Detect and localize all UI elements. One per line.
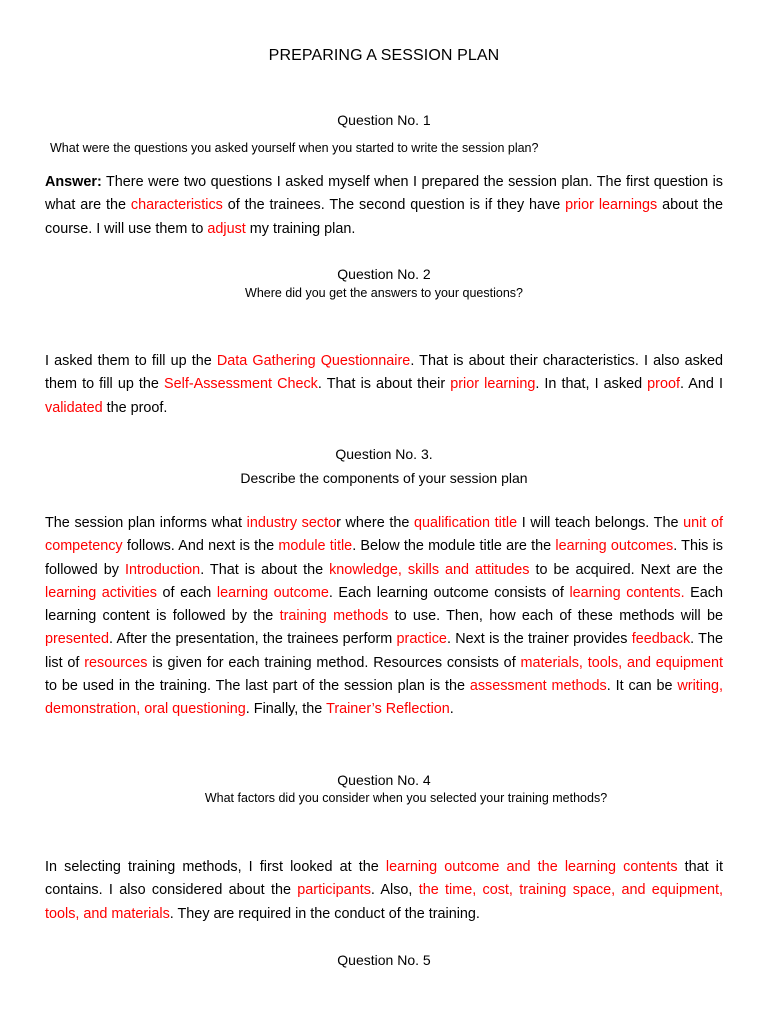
answer-text: about the course. I will use them to [45,197,724,237]
answer-text: . Also, [370,882,419,899]
answer-text: The session plan informs what [45,515,247,531]
answer-text: Each learning content is followed by the [45,584,723,625]
highlighted-term: the time, cost, training space, and equipment, tools, and materials [45,882,723,922]
answer-label: Answer: [45,174,102,190]
answer-text: . That is about their characteristics. I also asked them to fill up the [45,353,723,393]
highlighted-term: Introduction [124,561,201,578]
answer-text: . They are required in the conduct of the training. [169,905,480,922]
question-4-text: What factors did you consider when you selected your training methods? [204,791,608,805]
highlighted-term: qualification title [414,515,518,531]
answer-text: . That is about their [317,376,451,393]
answer-text: . [449,701,454,718]
highlighted-term: proof [647,376,680,393]
question-3-heading: Question No. 3. [335,446,433,462]
answer-2-paragraph [45,350,723,420]
question-1-heading: Question No. 1 [337,112,431,128]
highlighted-term: training methods [279,608,389,625]
highlighted-term: validated [45,399,103,416]
answer-3-paragraph [45,512,723,722]
answer-text: . This is followed by [45,538,723,578]
answer-text: to be acquired. Next are the [529,561,724,578]
highlighted-term: writing, demonstration, oral questioning [45,678,723,718]
answer-text: to be used in the training. The last part of the session plan is the [45,678,470,695]
highlighted-term: participants [297,882,371,899]
answer-text: my training plan. [245,220,356,237]
highlighted-term: prior learning [450,376,536,393]
question-1-text: What were the questions you asked yourself when you started to write the session plan? [50,141,539,155]
answer-text: that it contains. I also considered about the [45,859,723,899]
highlighted-term: industry secto [246,515,337,531]
answer-text: is given for each training method. Resources consists of [147,654,521,671]
answer-4-paragraph [45,856,723,926]
highlighted-term: materials, tools, and equipment [520,654,724,671]
highlighted-term: practice [396,631,447,648]
question-5-heading: Question No. 5 [337,952,431,968]
highlighted-term: learning contents. [569,584,685,601]
answer-text: . Finally, the [245,701,327,718]
answer-1-paragraph [45,171,723,241]
highlighted-term: Trainer’s Reflection [326,701,450,718]
highlighted-term: unit of competency [45,515,723,555]
highlighted-term: knowledge, skills and attitudes [329,561,530,578]
highlighted-term: assessment methods [469,678,607,695]
answer-text: of the trainees. The second question is if they have [222,197,566,214]
document-title: PREPARING A SESSION PLAN [268,47,500,64]
answer-text: to use. Then, how each of these methods will be [388,608,724,625]
answer-text: the proof. [102,399,168,416]
highlighted-term: learning outcomes [555,538,674,555]
answer-text: . Below the module title are the [352,538,556,555]
highlighted-term: Data Gathering Questionnaire [216,353,411,369]
answer-text: . Each learning outcome consists of [328,584,570,601]
highlighted-term: characteristics [130,197,223,214]
question-3-text: Describe the components of your session plan [240,470,528,486]
answer-text: . It can be [606,678,678,695]
highlighted-term: Self-Assessment Check [164,376,318,393]
answer-text: . In that, I asked [535,376,648,393]
highlighted-term: learning activities [45,584,157,601]
answer-text: of each [156,584,217,601]
answer-text: In selecting training methods, I first looked at the [45,859,386,875]
answer-text: There were two questions I asked myself when I prepared the session plan. The first question is what are the [45,174,723,214]
highlighted-term: presented [45,631,110,648]
highlighted-term: feedback [631,631,691,648]
highlighted-term: learning outcome and the learning contents [385,859,678,875]
answer-text: . The list of [45,631,723,671]
highlighted-term: prior learnings [565,197,658,214]
question-2-text: Where did you get the answers to your questions? [245,286,523,300]
answer-text: follows. And next is the [122,538,279,555]
highlighted-term: module title [278,538,353,555]
answer-text: . That is about the [200,561,330,578]
highlighted-term: resources [84,654,148,671]
answer-text: . After the presentation, the trainees perform [109,631,397,648]
question-2-heading: Question No. 2 [337,266,431,282]
highlighted-term: adjust [207,220,246,237]
answer-text: . Next is the trainer provides [446,631,632,648]
question-4-heading: Question No. 4 [337,772,431,788]
highlighted-term: learning outcome [216,584,329,601]
answer-text: r where the [336,515,415,531]
answer-text: . And I [679,376,723,393]
answer-text: I will teach belongs. The [517,515,684,531]
answer-text: I asked them to fill up the [45,353,217,369]
